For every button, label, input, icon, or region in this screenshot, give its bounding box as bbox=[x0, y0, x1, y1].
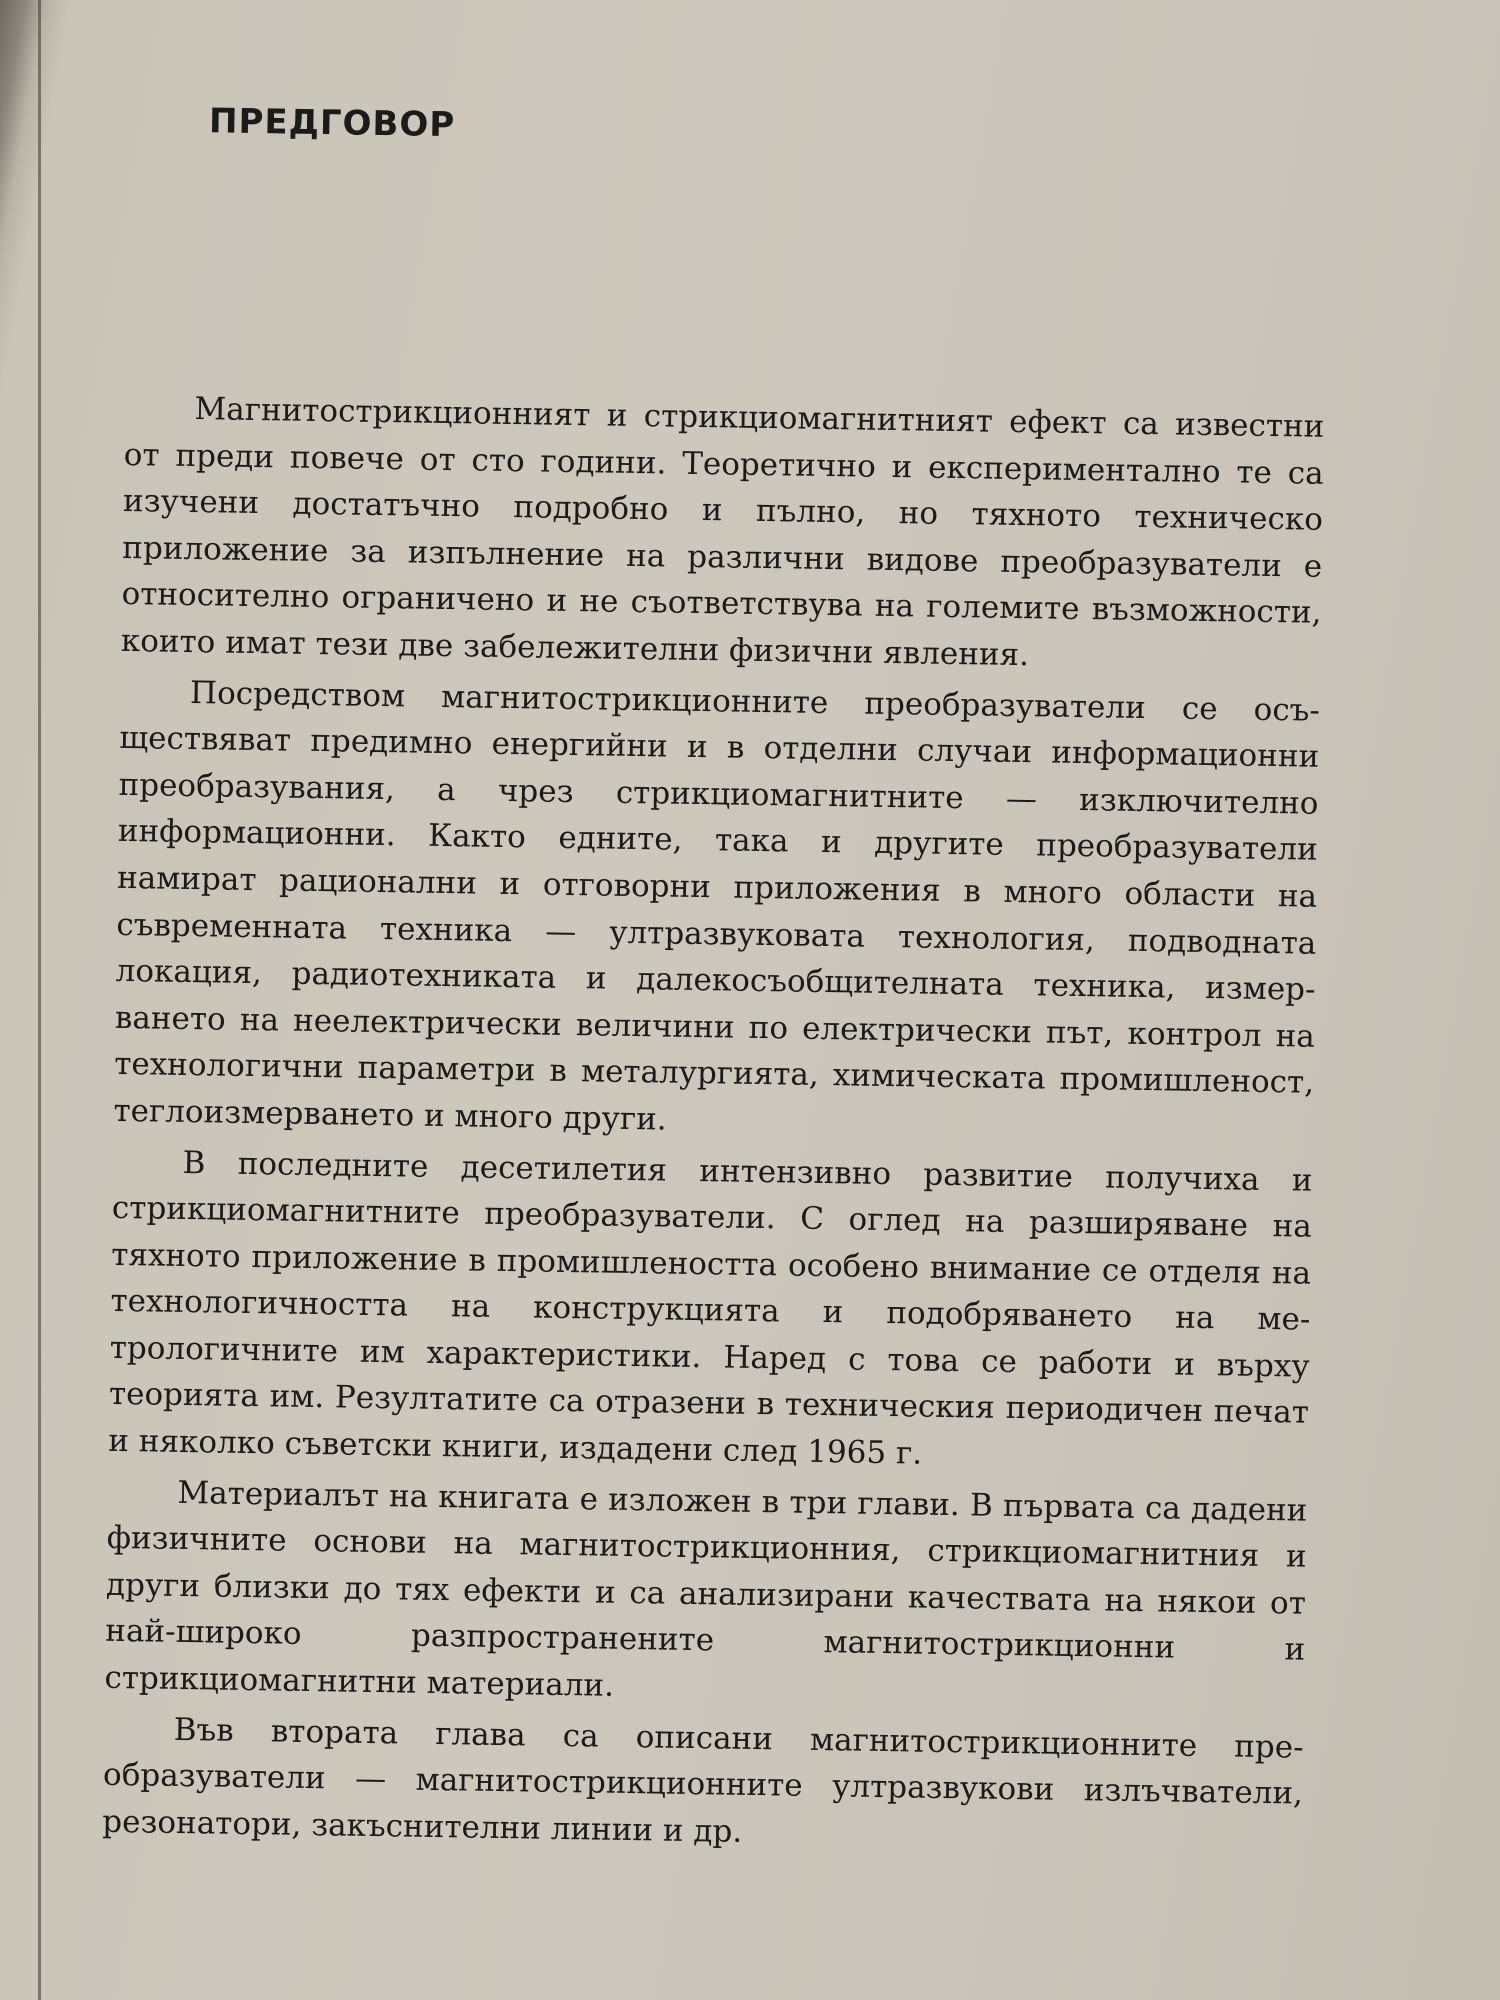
paragraph: В последните десетилетия интензивно развитие получиха и стрикциомагнитните преобразуватели. С оглед на разширяване на тяхното приложение в промишлеността особено внимание се отделя на технологичността на конструкцията и подобряването на метрологичните им характеристики. Наред с това се работи и върху теорията им. Резултатите са отразени в техническия периодичен печат и няколко съветски книги, издадени след 1965 г. bbox=[108, 1144, 1313, 1472]
paragraph: Посредством магнитострикционните преобразуватели се осъществяват предимно енергийни и в отделни случаи информационни преобразувания, а чрез стрикциомагнитните — изключително информационни. Както едните, така и другите преобразуватели намират рационални и отговорни приложения в много области на съвременната техника — ултразвуковата технология, подводната локация, радиотехниката и далекосъобщителната техника, измерването на неелектрически величини по електрически път, контрол на технологични параметри в металургията, химическата промишленост, теглоизмерването и много други. bbox=[113, 674, 1321, 1138]
paragraph: Магнитострикционният и стрикциомагнитният ефект са известни от преди повече от сто години. Теоретично и експериментално те са изучени достатъчно подробно и пълно, но тяхното техническо приложение за изпълнение на различни видове преобразуватели е относително ограничено и не съответствува на големите възможности, които имат тези две забележителни физични явления. bbox=[120, 391, 1325, 674]
book-gutter bbox=[38, 0, 41, 2000]
paragraph: Във втората глава са описани магнитострикционните преобразуватели — магнитострикционните ултразвукови излъчватели, резонатори, закъснителни линии и др. bbox=[102, 1711, 1304, 1850]
body-text bbox=[102, 385, 1325, 1868]
paragraph: Материалът на книгата е изложен в три глави. В първата са дадени физичните основи на магнитострикционния, стрикциомагнитния и други близки до тях ефекти и са анализирани качествата на някои от най-широко разпространените магнитострикционни и стрикциомагнитни материали. bbox=[104, 1474, 1308, 1704]
page-title: ПРЕДГОВОР bbox=[208, 101, 456, 146]
page bbox=[100, 60, 1345, 1979]
